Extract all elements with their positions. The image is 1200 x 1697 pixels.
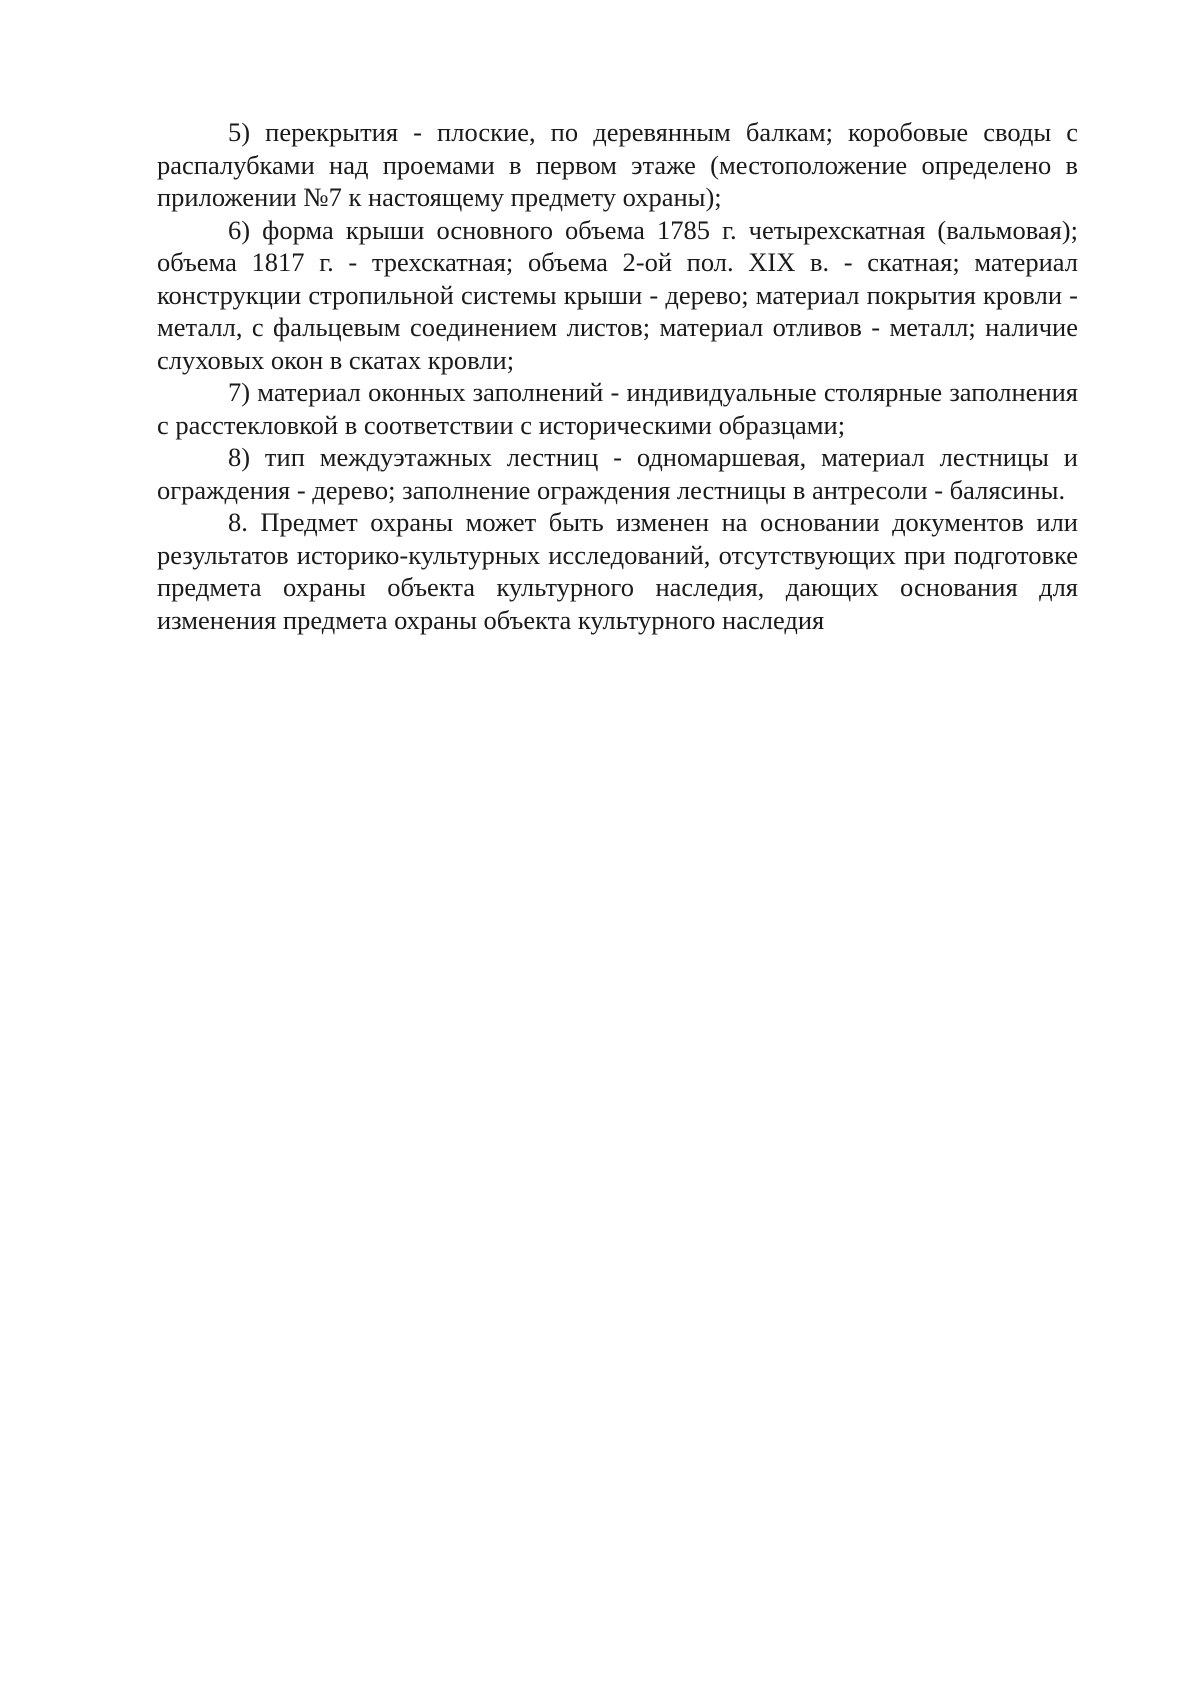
paragraph-item-6-roof: 6) форма крыши основного объема 1785 г. четырехскатная (вальмовая); объема 1817 г. - трехскатная; объема 2-ой пол. XIX в. - скатная; материал конструкции стропильной системы крыши - дерево; материал покрытия кровли - металл, с фальцевым соединением листов; материал отливов - металл; наличие слуховых окон в скатах кровли; bbox=[157, 214, 1078, 375]
paragraph-item-8-stairs: 8) тип междуэтажных лестниц - одномаршевая, материал лестницы и ограждения - дерево; заполнение ограждения лестницы в антресоли - балясины. bbox=[157, 442, 1078, 505]
paragraph-item-5-ceilings: 5) перекрытия - плоские, по деревянным балкам; коробовые своды с распалубками над проемами в первом этаже (местоположение определено в приложении №7 к настоящему предмету охраны); bbox=[157, 117, 1078, 212]
paragraph-item-7-windows: 7) материал оконных заполнений - индивидуальные столярные заполнения с расстекловкой в соответствии с историческими образцами; bbox=[157, 377, 1078, 440]
document-body bbox=[157, 116, 1078, 636]
paragraph-clause-8-amendment: 8. Предмет охраны может быть изменен на основании документов или результатов историко-культурных исследований, отсутствующих при подготовке предмета охраны объекта культурного наследия, дающих основания для изменения предмета охраны объекта культурного наследия bbox=[157, 507, 1078, 635]
